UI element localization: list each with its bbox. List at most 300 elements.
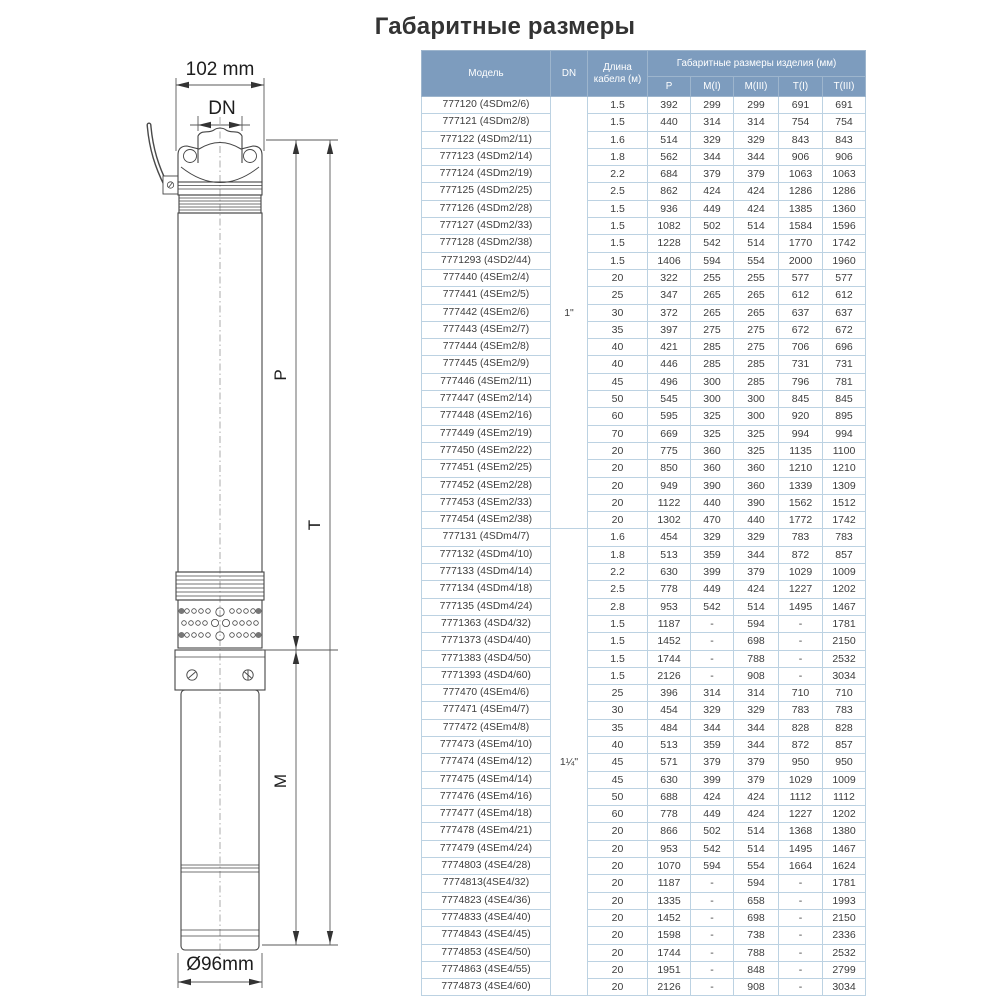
table-row (422, 667, 866, 684)
dimension-cell: - (779, 667, 823, 684)
table-row (422, 114, 866, 131)
dimension-cell: 424 (734, 183, 779, 200)
cable-length-cell: 20 (588, 442, 648, 459)
dimension-cell: 612 (823, 287, 866, 304)
dimension-cell: 688 (648, 788, 691, 805)
dimension-cell: 344 (734, 736, 779, 753)
dimension-cell: - (779, 875, 823, 892)
dimension-cell: 1339 (779, 477, 823, 494)
dimension-cell: 1406 (648, 252, 691, 269)
model-cell: 777131 (4SDm4/7) (422, 529, 551, 546)
table-row (422, 788, 866, 805)
model-cell: 7771363 (4SD4/32) (422, 615, 551, 632)
table-row (422, 685, 866, 702)
dimension-cell: 325 (691, 408, 734, 425)
dimension-cell: - (779, 944, 823, 961)
dimension-cell: 908 (734, 667, 779, 684)
dimension-cell: 1302 (648, 512, 691, 529)
dimension-cell: 1467 (823, 840, 866, 857)
dim-label-dn: DN (208, 98, 236, 119)
cable-length-cell: 40 (588, 356, 648, 373)
table-row (422, 529, 866, 546)
dim-label-t: T (305, 519, 324, 531)
dimension-cell: 314 (691, 685, 734, 702)
dimension-cell: 329 (691, 702, 734, 719)
dimension-cell: 513 (648, 546, 691, 563)
dimension-cell: 1122 (648, 494, 691, 511)
dimension-cell: - (691, 892, 734, 909)
column-header-m3: M(III) (734, 77, 779, 97)
dimension-cell: 843 (779, 131, 823, 148)
dimension-cell: 595 (648, 408, 691, 425)
dim-label-m: M (271, 773, 290, 789)
cable-length-cell: 20 (588, 460, 648, 477)
cable-length-cell: 1.5 (588, 97, 648, 114)
cable-length-cell: 20 (588, 961, 648, 978)
table-row (422, 944, 866, 961)
dimension-cell: 783 (823, 529, 866, 546)
model-cell: 777440 (4SEm2/4) (422, 269, 551, 286)
dimension-cell: 1082 (648, 218, 691, 235)
dimension-cell: 1951 (648, 961, 691, 978)
table-row (422, 252, 866, 269)
dimension-cell: 424 (691, 183, 734, 200)
dimension-cell: 571 (648, 754, 691, 771)
dim-label-p: P (271, 369, 290, 381)
dimension-cell: 731 (823, 356, 866, 373)
dimension-cell: 1112 (823, 788, 866, 805)
table-row (422, 200, 866, 217)
model-cell: 777476 (4SEm4/16) (422, 788, 551, 805)
table-row (422, 235, 866, 252)
dimension-cell: 454 (648, 702, 691, 719)
page-title: Габаритные размеры (374, 13, 636, 40)
dimension-cell: 329 (734, 702, 779, 719)
dimension-cell: 781 (823, 373, 866, 390)
cable-length-cell: 1.5 (588, 615, 648, 632)
cable-length-cell: 1.6 (588, 529, 648, 546)
column-header-p: P (648, 77, 691, 97)
dimension-cell: 325 (734, 442, 779, 459)
table-row (422, 806, 866, 823)
cable-length-cell: 2.5 (588, 183, 648, 200)
dimension-cell: 325 (734, 425, 779, 442)
dimension-cell: 872 (779, 546, 823, 563)
table-row (422, 875, 866, 892)
dimension-cell: 698 (734, 633, 779, 650)
cable-length-cell: 45 (588, 771, 648, 788)
dimension-cell: 1335 (648, 892, 691, 909)
dimension-cell: 783 (779, 529, 823, 546)
dimension-cell: 255 (734, 269, 779, 286)
cable-length-cell: 30 (588, 304, 648, 321)
dimension-cell: 424 (734, 200, 779, 217)
dimension-cell: 637 (779, 304, 823, 321)
dimension-cell: 1385 (779, 200, 823, 217)
dimension-cell: 2126 (648, 979, 691, 996)
dimension-cell: 379 (734, 564, 779, 581)
cable-length-cell: 1.5 (588, 650, 648, 667)
model-cell: 777124 (4SDm2/19) (422, 166, 551, 183)
dimension-cell: 265 (734, 287, 779, 304)
dimension-cell: - (691, 615, 734, 632)
model-cell: 777447 (4SEm2/14) (422, 391, 551, 408)
table-row (422, 494, 866, 511)
dimension-cell: 738 (734, 927, 779, 944)
cable-length-cell: 40 (588, 339, 648, 356)
dimension-cell: 1112 (779, 788, 823, 805)
model-cell: 777133 (4SDm4/14) (422, 564, 551, 581)
cable-length-cell: 20 (588, 494, 648, 511)
dimension-cell: - (691, 875, 734, 892)
dimension-cell: 612 (779, 287, 823, 304)
model-cell: 777442 (4SEm2/6) (422, 304, 551, 321)
dimension-cell: 2532 (823, 650, 866, 667)
dimension-cell: 950 (779, 754, 823, 771)
dimension-cell: - (779, 961, 823, 978)
dimension-cell: 949 (648, 477, 691, 494)
dimension-cell: 360 (691, 442, 734, 459)
table-row (422, 442, 866, 459)
dimension-cell: 845 (779, 391, 823, 408)
dimension-cell: 906 (823, 148, 866, 165)
dimension-cell: 594 (734, 615, 779, 632)
model-cell: 777473 (4SEm4/10) (422, 736, 551, 753)
dimension-cell: 731 (779, 356, 823, 373)
dimension-cell: 513 (648, 736, 691, 753)
dimension-cell: - (779, 892, 823, 909)
dimension-cell: 275 (691, 321, 734, 338)
dimension-cell: 344 (691, 148, 734, 165)
dimension-cell: 1187 (648, 875, 691, 892)
cable-length-cell: 20 (588, 858, 648, 875)
pump-cable (149, 125, 178, 194)
dimension-cell: 449 (691, 806, 734, 823)
dimension-cell: 1598 (648, 927, 691, 944)
model-cell: 777132 (4SDm4/10) (422, 546, 551, 563)
cable-length-cell: 25 (588, 685, 648, 702)
dimension-cell: 396 (648, 685, 691, 702)
cable-length-cell: 1.5 (588, 114, 648, 131)
dimension-cell: 908 (734, 979, 779, 996)
dimension-cell: 848 (734, 961, 779, 978)
dimension-cell: - (691, 650, 734, 667)
dimension-cell: 390 (691, 477, 734, 494)
model-cell: 777443 (4SEm2/7) (422, 321, 551, 338)
model-cell: 777479 (4SEm4/24) (422, 840, 551, 857)
dimension-cell: 344 (691, 719, 734, 736)
model-cell: 777475 (4SEm4/14) (422, 771, 551, 788)
cable-length-cell: 70 (588, 425, 648, 442)
dimension-cell: 314 (734, 685, 779, 702)
dimension-cell: 446 (648, 356, 691, 373)
dimension-cell: 360 (734, 477, 779, 494)
dimension-cell: 2150 (823, 633, 866, 650)
table-row (422, 477, 866, 494)
dimensions-table-container (421, 50, 866, 996)
dimension-cell: 440 (691, 494, 734, 511)
model-cell: 777123 (4SDm2/14) (422, 148, 551, 165)
model-cell: 777451 (4SEm2/25) (422, 460, 551, 477)
pump-neck-ribs (179, 195, 261, 213)
dimension-cell: 1228 (648, 235, 691, 252)
dimension-cell: 994 (823, 425, 866, 442)
table-row (422, 183, 866, 200)
model-cell: 7774863 (4SE4/55) (422, 961, 551, 978)
table-row (422, 356, 866, 373)
dimension-cell: 828 (823, 719, 866, 736)
dimension-cell: 1009 (823, 771, 866, 788)
cable-length-cell: 45 (588, 754, 648, 771)
pump-dimension-diagram (120, 55, 380, 1000)
dimension-cell: 421 (648, 339, 691, 356)
dimension-cell: 1495 (779, 840, 823, 857)
dimension-cell: 1495 (779, 598, 823, 615)
cable-length-cell: 1.6 (588, 131, 648, 148)
dimension-cell: 843 (823, 131, 866, 148)
cable-length-cell: 40 (588, 736, 648, 753)
dimension-cell: - (691, 909, 734, 926)
model-cell: 777452 (4SEm2/28) (422, 477, 551, 494)
table-row (422, 373, 866, 390)
table-row (422, 754, 866, 771)
table-row (422, 304, 866, 321)
dimension-cell: 684 (648, 166, 691, 183)
dimension-cell: 344 (734, 148, 779, 165)
dimension-cell: 454 (648, 529, 691, 546)
table-row (422, 909, 866, 926)
model-cell: 777453 (4SEm2/33) (422, 494, 551, 511)
cable-length-cell: 50 (588, 788, 648, 805)
dimension-cell: 392 (648, 97, 691, 114)
column-header-model: Модель (422, 51, 551, 97)
model-cell: 777449 (4SEm2/19) (422, 425, 551, 442)
dimension-cell: 285 (691, 339, 734, 356)
dimension-cell: 300 (691, 391, 734, 408)
model-cell: 777127 (4SDm2/33) (422, 218, 551, 235)
dimension-cell: 994 (779, 425, 823, 442)
dimensions-table (421, 50, 866, 996)
column-header-dn: DN (551, 51, 588, 97)
table-row (422, 287, 866, 304)
dimension-cell: 2532 (823, 944, 866, 961)
dimension-cell: 1772 (779, 512, 823, 529)
cable-length-cell: 20 (588, 927, 648, 944)
dimension-cell: 299 (734, 97, 779, 114)
dimension-cell: 344 (734, 546, 779, 563)
dimension-cell: 630 (648, 771, 691, 788)
dimension-cell: 754 (779, 114, 823, 131)
dimension-cell: - (779, 979, 823, 996)
model-cell: 777128 (4SDm2/38) (422, 235, 551, 252)
cable-length-cell: 20 (588, 944, 648, 961)
table-row (422, 736, 866, 753)
dimension-cell: 788 (734, 650, 779, 667)
dimension-cell: 577 (823, 269, 866, 286)
table-row (422, 97, 866, 114)
dimension-cell: 1993 (823, 892, 866, 909)
dimension-cell: 1744 (648, 650, 691, 667)
dimension-cell: 484 (648, 719, 691, 736)
dimension-cell: 1100 (823, 442, 866, 459)
dimension-cell: 778 (648, 581, 691, 598)
dimension-cell: 322 (648, 269, 691, 286)
dimension-cell: 710 (823, 685, 866, 702)
dimension-cell: 514 (734, 823, 779, 840)
dimension-cell: 379 (734, 754, 779, 771)
dimension-cell: 2336 (823, 927, 866, 944)
dimension-cell: 514 (734, 218, 779, 235)
model-cell: 7771293 (4SD2/44) (422, 252, 551, 269)
dimension-cell: 1770 (779, 235, 823, 252)
model-cell: 7774823 (4SE4/36) (422, 892, 551, 909)
table-row (422, 166, 866, 183)
dimension-cell: 1467 (823, 598, 866, 615)
cable-length-cell: 20 (588, 823, 648, 840)
dimension-cell: 344 (734, 719, 779, 736)
column-header-t1: T(I) (779, 77, 823, 97)
dimension-cell: 920 (779, 408, 823, 425)
dimension-cell: 359 (691, 546, 734, 563)
dimension-cell: 502 (691, 218, 734, 235)
dimension-cell: 502 (691, 823, 734, 840)
cable-length-cell: 1.5 (588, 633, 648, 650)
model-cell: 777445 (4SEm2/9) (422, 356, 551, 373)
dimension-cell: 1009 (823, 564, 866, 581)
dim-label-diameter: Ø96mm (186, 954, 254, 975)
dn-cell: 1¼" (551, 529, 588, 996)
dimension-cell: 696 (823, 339, 866, 356)
column-header-dimensions-group: Габаритные размеры изделия (мм) (648, 51, 866, 77)
model-cell: 7774843 (4SE4/45) (422, 927, 551, 944)
model-cell: 777470 (4SEm4/6) (422, 685, 551, 702)
cable-length-cell: 1.5 (588, 667, 648, 684)
model-cell: 777444 (4SEm2/8) (422, 339, 551, 356)
model-cell: 777474 (4SEm4/12) (422, 754, 551, 771)
cable-length-cell: 20 (588, 875, 648, 892)
dimension-cell: 514 (648, 131, 691, 148)
table-header (422, 51, 866, 97)
cable-length-cell: 1.8 (588, 546, 648, 563)
dimension-cell: 545 (648, 391, 691, 408)
dimension-cell: 399 (691, 771, 734, 788)
dimension-cell: 895 (823, 408, 866, 425)
dimension-cell: 542 (691, 598, 734, 615)
model-cell: 777120 (4SDm2/6) (422, 97, 551, 114)
cable-length-cell: 30 (588, 702, 648, 719)
dimension-cell: 399 (691, 564, 734, 581)
dimension-cell: 440 (734, 512, 779, 529)
cable-length-cell: 50 (588, 391, 648, 408)
dimension-cell: 325 (691, 425, 734, 442)
dimension-cell: 314 (734, 114, 779, 131)
dimension-cell: 329 (691, 131, 734, 148)
dimension-cell: 1596 (823, 218, 866, 235)
dimension-cell: 562 (648, 148, 691, 165)
dimension-cell: 1029 (779, 564, 823, 581)
dimension-cell: 424 (734, 806, 779, 823)
model-cell: 777471 (4SEm4/7) (422, 702, 551, 719)
cable-length-cell: 1.5 (588, 218, 648, 235)
model-cell: 7774813(4SE4/32) (422, 875, 551, 892)
model-cell: 7771383 (4SD4/50) (422, 650, 551, 667)
table-row (422, 460, 866, 477)
dimension-cell: 440 (648, 114, 691, 131)
dimension-cell: 347 (648, 287, 691, 304)
dimension-cell: 2150 (823, 909, 866, 926)
cable-length-cell: 60 (588, 408, 648, 425)
table-row (422, 650, 866, 667)
dimension-cell: 1202 (823, 806, 866, 823)
dimension-cell: 275 (734, 321, 779, 338)
cable-length-cell: 45 (588, 373, 648, 390)
dim-label-102mm: 102 mm (185, 59, 255, 80)
table-row (422, 512, 866, 529)
dimension-cell: 379 (691, 166, 734, 183)
dimension-cell: 314 (691, 114, 734, 131)
dimension-cell: 542 (691, 235, 734, 252)
dimension-cell: 1227 (779, 806, 823, 823)
dimension-cell: 360 (691, 460, 734, 477)
dimension-cell: 1512 (823, 494, 866, 511)
cable-length-cell: 20 (588, 892, 648, 909)
dimension-cell: 1742 (823, 512, 866, 529)
cable-length-cell: 2.8 (588, 598, 648, 615)
dimension-cell: 828 (779, 719, 823, 736)
dimension-cell: 372 (648, 304, 691, 321)
dimension-cell: 672 (779, 321, 823, 338)
table-row (422, 840, 866, 857)
dimension-cell: 672 (823, 321, 866, 338)
model-cell: 7774803 (4SE4/28) (422, 858, 551, 875)
model-cell: 7774833 (4SE4/40) (422, 909, 551, 926)
dimension-cell: 845 (823, 391, 866, 408)
table-row (422, 823, 866, 840)
table-row (422, 979, 866, 996)
model-cell: 777121 (4SDm2/8) (422, 114, 551, 131)
model-cell: 777135 (4SDm4/24) (422, 598, 551, 615)
dimension-cell: 299 (691, 97, 734, 114)
table-row (422, 408, 866, 425)
dimension-cell: 265 (691, 287, 734, 304)
dimension-cell: 1070 (648, 858, 691, 875)
dimension-cell: 1063 (779, 166, 823, 183)
cable-length-cell: 2.5 (588, 581, 648, 598)
dimension-cell: - (691, 633, 734, 650)
model-cell: 777122 (4SDm2/11) (422, 131, 551, 148)
dimension-cell: 1742 (823, 235, 866, 252)
column-header-cable-length: Длина кабеля (м) (588, 51, 648, 97)
dimension-cell: 866 (648, 823, 691, 840)
dimension-cell: 285 (691, 356, 734, 373)
dimension-cell: 1781 (823, 875, 866, 892)
dimension-cell: 2000 (779, 252, 823, 269)
dimension-cell: - (691, 927, 734, 944)
dimension-cell: 1187 (648, 615, 691, 632)
dimension-cell: 1584 (779, 218, 823, 235)
cable-length-cell: 25 (588, 287, 648, 304)
dn-cell: 1" (551, 97, 588, 529)
dimension-cell: 1063 (823, 166, 866, 183)
model-cell: 777441 (4SEm2/5) (422, 287, 551, 304)
dimension-cell: 906 (779, 148, 823, 165)
cable-length-cell: 1.5 (588, 235, 648, 252)
dimension-cell: 1210 (779, 460, 823, 477)
model-cell: 7771393 (4SD4/60) (422, 667, 551, 684)
model-cell: 777134 (4SDm4/18) (422, 581, 551, 598)
dimension-cell: 1286 (779, 183, 823, 200)
dimension-cell: 255 (691, 269, 734, 286)
